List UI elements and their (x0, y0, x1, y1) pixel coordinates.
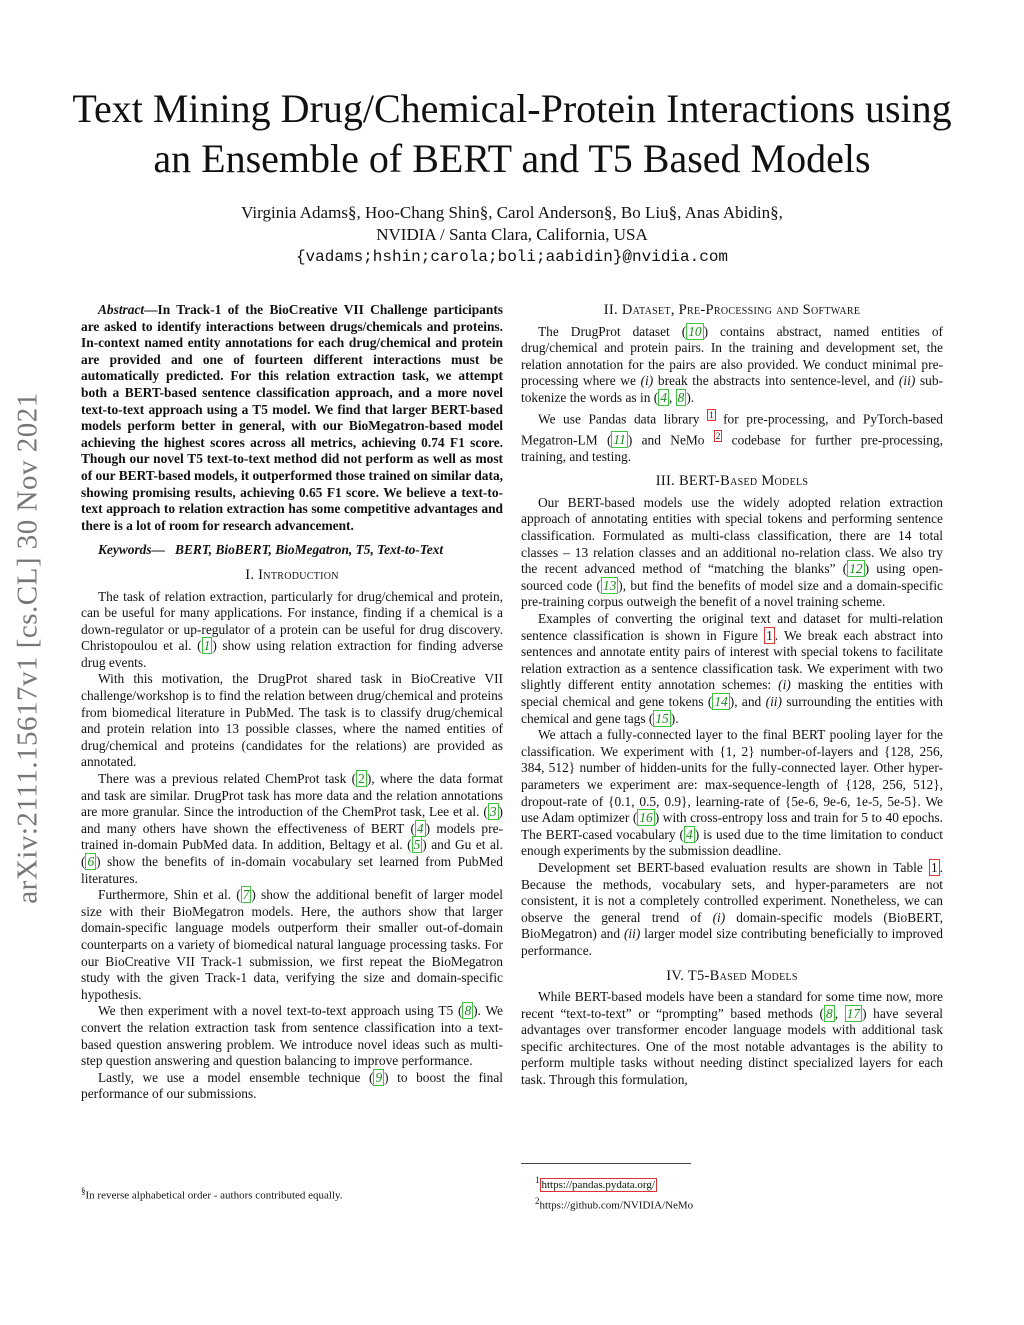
author-affiliation: NVIDIA / Santa Clara, California, USA (376, 225, 648, 244)
arxiv-id-text: arXiv:2111.15617v1 [cs.CL] 30 Nov 2021 (11, 392, 44, 904)
nemo-link[interactable]: https://github.com/NVIDIA/NeMo (539, 1199, 694, 1212)
section-heading-dataset: II. Dataset, Pre-Processing and Software (603, 302, 861, 318)
section-heading-introduction: I. Introduction (245, 566, 339, 583)
arxiv-identifier (8, 348, 48, 948)
citation-link[interactable]: 7 (242, 887, 250, 903)
citation-link[interactable]: 16 (639, 810, 653, 826)
citation-link[interactable]: 13 (602, 577, 617, 593)
keywords (81, 542, 503, 559)
intro-paragraph: There was a previous related ChemProt task ( 2 ), where the data format and task are similar. DrugProt task has more data and the relation annotations are more granular. Since the introduction of the ChemProt task, Lee et al. ( 3 ) and many others have shown the effectiveness of BERT ( 4 ) models pre-trained in-domain PubMed data. In addition, Beltagy et al. ( 5 ) and Gu et al. ( 6 ) show the benefits of in-domain vocabulary set learned from PubMed literatures. (81, 771, 503, 886)
citation-link[interactable]: 4 (416, 820, 424, 836)
bert-paragraph: We attach a fully-connected layer to the final BERT pooling layer for the classification. We experiment with {1, 2} number-of-layers and {128, 256, 384, 512} number of hidden-units for the fully-connected layer. Other hyper-parameters we experiment are: max-sequence-length of {128, 256, 512}, dropout-rate of {0.1, 0.5, 0.9}, learning-rate of {5e-6, 9e-6, 1e-5, 5e-5}. We use Adam optimizer ( 16 ) with cross-entropy loss and train for 5 to 40 epochs. The BERT-cased vocabulary ( 4 ) is used due to the time limitation to conduct enough experiments by the submission deadline. (521, 727, 944, 859)
citation-link[interactable]: 14 (714, 694, 728, 709)
citation-link[interactable]: 15 (655, 710, 669, 726)
citation-link[interactable]: 2 (358, 771, 365, 787)
citation-link[interactable]: 8 (464, 1003, 472, 1019)
footnotes-urls (535, 1172, 693, 1213)
citation-link[interactable]: 8 (677, 389, 685, 405)
dataset-paragraph: The DrugProt dataset ( 10 ) contains abstract, named entities of drug/chemical and protein pairs. In the training and development set, the relation annotation for the pairs are also provided. We conduct minimal pre-processing where we (i) break the abstracts into sentence-level, and (ii) sub-tokenize the words as in ( 4 , 8 ). (521, 323, 944, 405)
bert-paragraph: Development set BERT-based evaluation results are shown in Table 1 . Because the methods, vocabulary sets, and hyper-parameters are not consistent, it is not a completely controlled experiment. Nonetheless, we can observe the general trend of (i) domain-specific models (BioBERT, BioMegatron) and (ii) larger model size contributing beneficially to improved performance. (521, 859, 944, 958)
right-column (521, 302, 943, 1089)
paper-title: Text Mining Drug/Chemical-Protein Interactions using an Ensemble of BERT and T5 Based Models (72, 86, 952, 181)
abstract-text: —In Track-1 of the BioCreative VII Challenge participants are asked to identify interactions between drugs/chemicals and proteins. In-context named entity annotations for each drug/chemical and protein are provided and one of fourteen different interactions must be automatically predicted. For this relation extraction task, we attempt both a BERT-based sentence classification approach, and a more novel text-to-text approach using a T5 model. We find that larger BERT-based models perform better in general, with our BioMegatron-based model achieving the highest scores across all metrics, achieving 0.74 F1 score. Though our novel T5 text-to-text method did not perform as well as most of our BERT-based models, it outperformed those trained on similar data, showing promising results, achieving 0.65 F1 score. We believe a text-to-text approach to relation extraction has some competitive advantages and there is a lot of room for research advancement. (81, 302, 503, 533)
dataset-paragraph: We use Pandas data library $^1$ for pre-processing, and PyTorch-based Megatron-LM ( 11 ) and NeMo $^2$ codebase for further pre-processing, training, and testing. (521, 409, 943, 464)
intro-paragraph: We then experiment with a novel text-to-text approach using T5 ( 8 ). We convert the relation extraction task from sentence classification into a text-based question answering problem. We introduce novel ideas such as multi-step question answering and question balancing to improve performance. (81, 1003, 503, 1069)
citation-link[interactable]: 1 (203, 638, 211, 654)
intro-paragraph: The task of relation extraction, particularly for drug/chemical and protein, can be useful for many applications. For instance, finding if a chemical is a down-regulator or up-regulator of a protein can be useful for drug discovery. Christopoulou et al. ( 1 ) show using relation extraction for finding adverse drug events. (81, 588, 503, 670)
author-block (80, 202, 944, 268)
citation-link[interactable]: 6 (87, 854, 95, 869)
citation-link[interactable]: 8 (826, 1005, 833, 1021)
author-emails: {vadams;hshin;carola;boli;aabidin}@nvidia.com (295, 248, 729, 266)
section-heading-t5: IV. T5-Based Models (666, 967, 798, 984)
footnote-divider (521, 1163, 691, 1164)
citation-link[interactable]: 10 (688, 323, 702, 339)
left-column (81, 302, 503, 1103)
citation-link[interactable]: 11 (613, 432, 626, 448)
t5-paragraph: While BERT-based models have been a standard for some time now, more recent “text-to-text” or “prompting” based methods ( 8 , 17 ) have several advantages over transformer encoder language models with additional task specific architectures. One of the most notable advantages is the ability to perform multiple tasks without needing distinct specialized layers for each task. Through this formulation, (521, 989, 943, 1088)
abstract-label: Abstract (98, 302, 145, 317)
citation-link[interactable]: 4 (686, 826, 693, 842)
citation-link[interactable]: 17 (846, 1005, 861, 1021)
citation-link[interactable]: 12 (849, 561, 863, 577)
footnote-pandas: $^1$ https://pandas.pydata.org/ (535, 1175, 655, 1191)
author-names: Virginia Adams§, Hoo-Chang Shin§, Carol Anderson§, Bo Liu§, Anas Abidin§, (241, 203, 783, 222)
bert-paragraph: Examples of converting the original text and dataset for multi-relation sentence classification is shown in Figure 1 . We break each abstract into sentences and annotate entity pairs of interest with special tokens to facilitate relation extraction as a sentence classification task. We experiment with two slightly different entity annotation schemes: (i) masking the entities with special chemical and gene tokens ( 14 ), and (ii) surrounding the entities with chemical and gene tags ( 15 ). (521, 611, 943, 726)
abstract (81, 302, 503, 534)
keywords-label: Keywords— (98, 542, 165, 558)
intro-paragraph: With this motivation, the DrugProt shared task in BioCreative VII challenge/workshop is to find the relation between drug/chemical and proteins from biomedical literature in PubMed. The task is to classify drug/chemical and protein relation into 13 possible classes, where the named entities of drug/chemical and proteins (candidates for the relations) are provided as annotated. (81, 671, 503, 770)
footnote-authors: §In reverse alphabetical order - authors contributed equally. (81, 1186, 343, 1202)
footnote-nemo: $^2$https://github.com/NVIDIA/NeMo (535, 1195, 694, 1212)
table-link[interactable]: 1 (930, 859, 938, 875)
intro-paragraph: Lastly, we use a model ensemble technique ( 9 ) to boost the final performance of our submissions. (81, 1069, 503, 1102)
figure-link[interactable]: 1 (766, 627, 773, 643)
citation-link[interactable]: 5 (413, 837, 421, 853)
citation-link[interactable]: 3 (489, 804, 497, 820)
keywords-text: BERT, BioBERT, BioMegatron, T5, Text-to-Text (175, 542, 444, 558)
footnote-link[interactable]: 2 (715, 430, 721, 441)
citation-link[interactable]: 9 (375, 1069, 383, 1085)
intro-paragraph: Furthermore, Shin et al. ( 7 ) show the additional benefit of larger model size with their BioMegatron models. Here, the authors show that larger domain-specific language models outperform their smaller out-of-domain counterparts on a variety of biomedical natural language processing tasks. For our BioCreative VII Track-1 submission, we first repeat the BioMegatron study with the given Track-1 data, verifying the size and domain-specific hypothesis. (81, 887, 503, 1002)
footnote-link[interactable]: 1 (709, 409, 714, 420)
section-heading-bert: III. BERT-Based Models (655, 473, 809, 490)
bert-paragraph: Our BERT-based models use the widely adopted relation extraction approach of annotating entities with special tokens and performing sentence classification. Formulated as multi-class classification, there are 14 total classes – 13 relation classes and an additional no-relation class. We also try the recent advanced method of “matching the blanks” ( 12 ) using open-sourced code ( 13 ), but find the benefits of model size and a domain-specific pre-training corpus outweigh the benefit of a novel training scheme. (521, 494, 943, 610)
pandas-link[interactable]: https://pandas.pydata.org/ (541, 1178, 655, 1191)
citation-link[interactable]: 4 (660, 389, 667, 405)
